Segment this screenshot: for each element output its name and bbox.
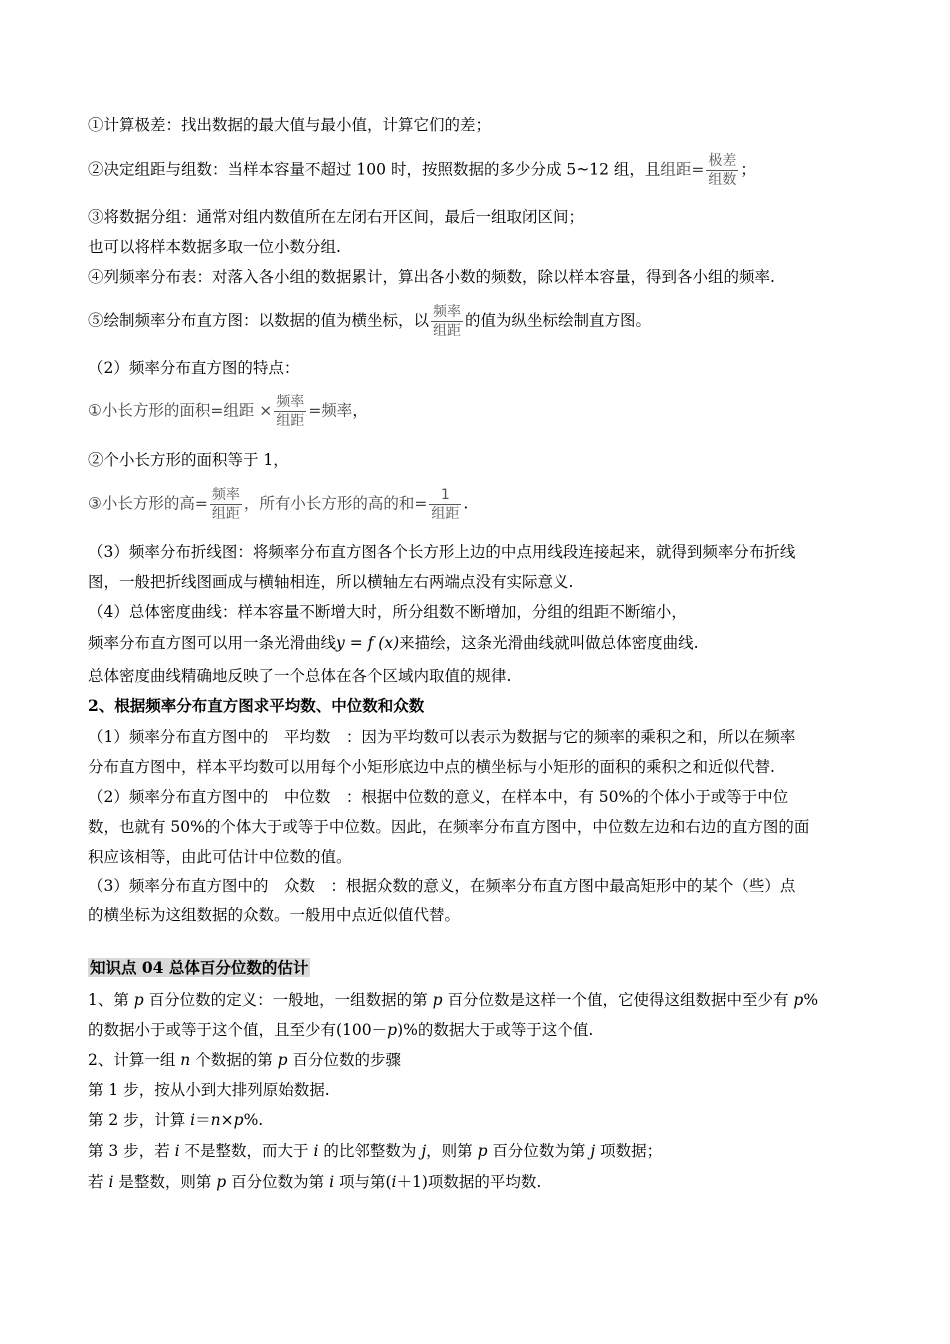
percentile-def-2: 的数据小于或等于这个值，且至少有(100－p)%的数据大于或等于这个值.	[88, 1021, 594, 1039]
feature-area: ①小长方形的面积=组距 × $\frac{\text{频率}}{\text{组距}}$ =频率，	[88, 394, 368, 429]
median-line-3: 积应该相等，由此可估计中位数的值。	[88, 848, 352, 866]
polygon-line-1: （3）频率分布折线图：将频率分布直方图各个长方形上边的中点用线段连接起来，就得到频率分布折线	[88, 543, 796, 561]
mode-line-1: （3）频率分布直方图中的 众数 ：根据众数的意义，在频率分布直方图中最高矩形中的某个（些）点	[88, 877, 796, 895]
step-grouping: ③将数据分组：通常对组内数值所在左闭右开区间，最后一组取闭区间；	[88, 208, 585, 226]
density-line-2: 频率分布直方图可以用一条光滑曲线y = f (x)来描绘，这条光滑曲线就叫做总体密度曲线.	[88, 634, 699, 652]
percentile-steps-title: 2、计算一组 n 个数据的第 p 百分位数的步骤	[88, 1051, 402, 1069]
feature-height: ③小长方形的高= $\frac{\text{频率}}{\text{组距}}$ ，所有小长方形的高的和= $\frac{1}{\text{组距}}$ .	[88, 487, 469, 522]
median-line-1: （2）频率分布直方图中的 中位数 ：根据中位数的意义，在样本中，有 50%的个体小于或等于中位	[88, 788, 789, 806]
feature-total-area: ②个小长方形的面积等于 1，	[88, 451, 289, 469]
mean-line-1: （1）频率分布直方图中的 平均数 ：因为平均数可以表示为数据与它的频率的乘积之和，所以在频率	[88, 728, 796, 746]
percentile-def-1: 1、第 p 百分位数的定义：一般地，一组数据的第 p 百分位数是这样一个值，它使得这组数据中至少有 p%	[88, 991, 819, 1009]
percentile-step-4: 若 i 是整数，则第 p 百分位数为第 i 项与第(i＋1)项数据的平均数.	[88, 1173, 542, 1191]
mean-line-2: 分布直方图中，样本平均数可以用每个小矩形底边中点的横坐标与小矩形的面积的乘积之和近似代替.	[88, 758, 775, 776]
percentile-step-1: 第 1 步，按从小到大排列原始数据.	[88, 1081, 330, 1099]
knowledge-point-heading: 知识点 04 总体百分位数的估计	[90, 958, 309, 977]
histogram-features-title: （2）频率分布直方图的特点：	[88, 359, 300, 377]
fraction-freq-over-width: $\frac{\text{频率}}{\text{组距}}$	[433, 304, 462, 339]
percentile-step-2: 第 2 步，计算 i＝n×p%.	[88, 1111, 264, 1129]
density-line-3: 总体密度曲线精确地反映了一个总体在各个区域内取值的规律.	[88, 667, 512, 685]
step-class-width: ②决定组距与组数：当样本容量不超过 100 时，按照数据的多少分成 5~12 组，且组距= $\frac{\text{极差}}{\text{组数}}$ ；	[88, 153, 756, 188]
mode-line-2: 的横坐标为这组数据的众数。一般用中点近似值代替。	[88, 906, 461, 924]
math-y-fx: y = f (x)	[336, 634, 400, 652]
step-range: ①计算极差：找出数据的最大值与最小值，计算它们的差；	[88, 116, 492, 134]
step-histogram: ⑤绘制频率分布直方图：以数据的值为横坐标，以 $\frac{\text{频率}}{\text{组距}}$ 的值为纵坐标绘制直方图。	[88, 304, 652, 339]
step-grouping-note: 也可以将样本数据多取一位小数分组.	[88, 238, 341, 256]
percentile-step-3: 第 3 步，若 i 不是整数，而大于 i 的比邻整数为 j，则第 p 百分位数为第 j 项数据；	[88, 1142, 663, 1160]
density-line-1: （4）总体密度曲线：样本容量不断增大时，所分组数不断增加，分组的组距不断缩小，	[88, 603, 687, 621]
polygon-line-2: 图，一般把折线图画成与横轴相连，所以横轴左右两端点没有实际意义.	[88, 573, 574, 591]
step-frequency-table: ④列频率分布表：对落入各小组的数据累计，算出各小数的频数，除以样本容量，得到各小组的频率.	[88, 268, 775, 286]
section-heading-2: 2、根据频率分布直方图求平均数、中位数和众数	[88, 696, 425, 715]
fraction-range-over-groups: $\frac{\text{极差}}{\text{组数}}$	[708, 153, 737, 188]
median-line-2: 数，也就有 50%的个体大于或等于中位数。因此，在频率分布直方图中，中位数左边和右边的直方图的面	[88, 818, 810, 836]
